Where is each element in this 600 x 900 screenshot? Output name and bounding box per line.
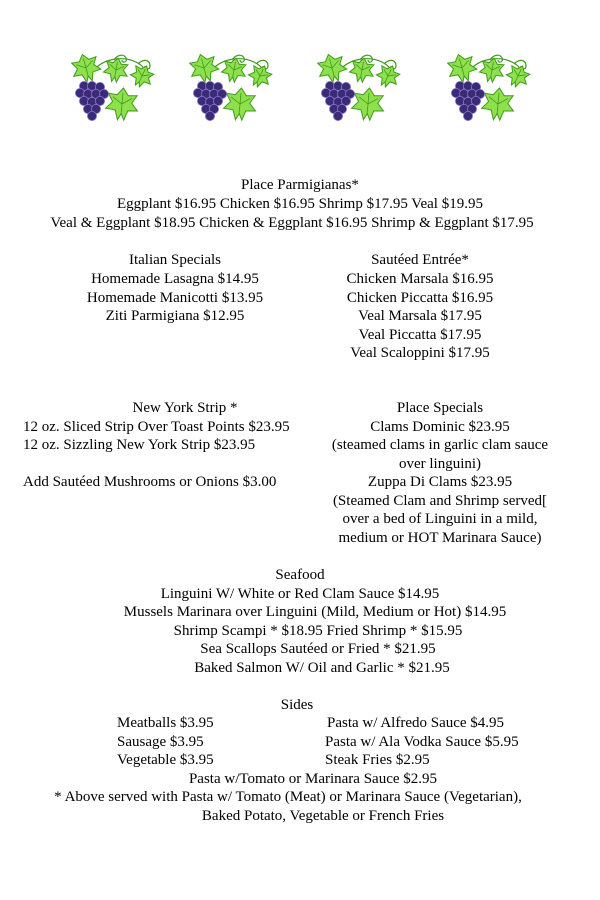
menu-item: Shrimp Scampi * $18.95 Fried Shrimp * $15.95 xyxy=(173,623,463,639)
menu-item: Chicken Piccatta $16.95 xyxy=(346,290,494,306)
grape-vine-icon xyxy=(182,48,278,128)
side-item: Pasta w/Tomato or Marinara Sauce $2.95 xyxy=(188,771,438,787)
parmigianas-line: Eggplant $16.95 Chicken $16.95 Shrimp $17.95 Veal $19.95 xyxy=(117,196,483,212)
side-item: Steak Fries $2.95 xyxy=(325,752,430,768)
parmigianas-heading: Place Parmigianas* xyxy=(241,177,359,193)
menu-item: Veal Scaloppini $17.95 xyxy=(350,345,490,361)
side-item: Pasta w/ Alfredo Sauce $4.95 xyxy=(327,715,505,731)
menu-item: Baked Salmon W/ Oil and Garlic * $21.95 xyxy=(194,660,450,676)
sides-note: * Above served with Pasta w/ Tomato (Meat) or Marinara Sauce (Vegetarian), xyxy=(54,789,522,805)
menu-item: Veal Piccatta $17.95 xyxy=(358,327,482,343)
menu-item-description: medium or HOT Marinara Sauce) xyxy=(338,530,542,546)
menu-item: 12 oz. Sizzling New York Strip $23.95 xyxy=(23,437,256,453)
side-item: Sausage $3.95 xyxy=(117,734,204,750)
seafood-heading: Seafood xyxy=(275,567,325,583)
italian-specials-heading: Italian Specials xyxy=(128,252,222,268)
menu-item: Ziti Parmigiana $12.95 xyxy=(105,308,245,324)
menu-item: Clams Dominic $23.95 xyxy=(370,419,510,435)
ny-strip-heading: New York Strip * xyxy=(132,400,238,416)
menu-item: Mussels Marinara over Linguini (Mild, Medium or Hot) $14.95 xyxy=(123,604,507,620)
menu-item: Homemade Lasagna $14.95 xyxy=(91,271,259,287)
sauteed-entree-heading: Sautéed Entrée* xyxy=(371,252,469,268)
menu-item: Homemade Manicotti $13.95 xyxy=(86,290,264,306)
sides-heading: Sides xyxy=(280,697,314,713)
menu-item: Sea Scallops Sautéed or Fried * $21.95 xyxy=(200,641,436,657)
menu-item-description: over linguini) xyxy=(398,456,482,472)
menu-item: Linguini W/ White or Red Clam Sauce $14.95 xyxy=(160,586,440,602)
menu-item: Chicken Marsala $16.95 xyxy=(346,271,494,287)
menu-item: 12 oz. Sliced Strip Over Toast Points $23.95 xyxy=(23,419,290,435)
menu-item: Veal Marsala $17.95 xyxy=(358,308,482,324)
menu-item-description: (Steamed Clam and Shrimp served[ xyxy=(332,493,548,509)
menu-item: Zuppa Di Clams $23.95 xyxy=(367,474,513,490)
side-item: Pasta w/ Ala Vodka Sauce $5.95 xyxy=(325,734,519,750)
addon-item: Add Sautéed Mushrooms or Onions $3.00 xyxy=(23,474,277,490)
grape-vine-icon xyxy=(64,48,160,128)
side-item: Meatballs $3.95 xyxy=(117,715,214,731)
grape-vine-banner xyxy=(0,48,600,128)
grape-vine-icon xyxy=(440,48,536,128)
place-specials-heading: Place Specials xyxy=(396,400,484,416)
side-item: Vegetable $3.95 xyxy=(117,752,214,768)
menu-item-description: over a bed of Linguini in a mild, xyxy=(342,511,538,527)
parmigianas-line: Veal & Eggplant $18.95 Chicken & Eggplant $16.95 Shrimp & Eggplant $17.95 xyxy=(50,215,534,231)
menu-item-description: (steamed clams in garlic clam sauce xyxy=(331,437,549,453)
grape-vine-icon xyxy=(310,48,406,128)
sides-note: Baked Potato, Vegetable or French Fries xyxy=(201,808,445,824)
